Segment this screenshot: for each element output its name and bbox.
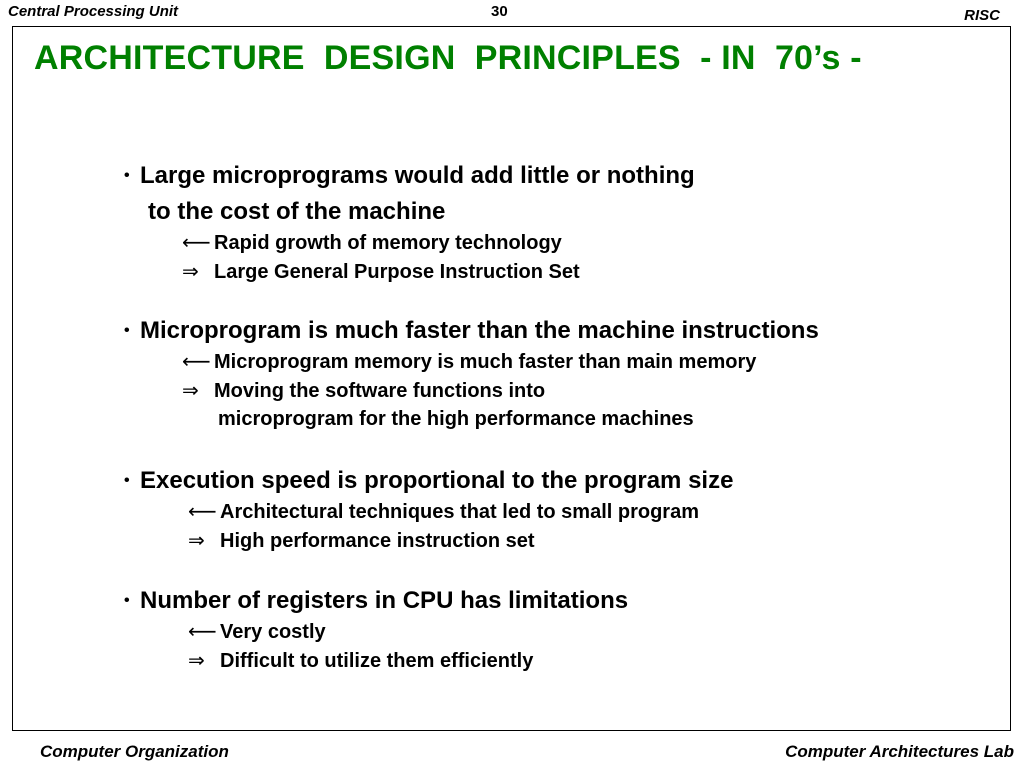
sub-text: Architectural techniques that led to small program xyxy=(220,501,699,523)
bullet-1 xyxy=(124,161,695,191)
bullet-text: Microprogram is much faster than the machine instructions xyxy=(140,317,819,344)
sub-text: Moving the software functions into xyxy=(214,380,546,402)
sub-text: Difficult to utilize them efficiently xyxy=(220,650,534,672)
bullet-3 xyxy=(124,466,733,496)
bullet-3-sub-2 xyxy=(188,527,535,554)
sub-text: microprogram for the high performance machines xyxy=(218,408,694,430)
left-arrow-icon: ⟵ xyxy=(182,349,211,373)
bullet-text: Number of registers in CPU has limitations xyxy=(140,587,629,614)
bullet-2 xyxy=(124,316,819,346)
slide-title: ARCHITECTURE DESIGN PRINCIPLES - IN 70’s - xyxy=(34,39,862,77)
implies-arrow-icon: ⇒ xyxy=(182,259,199,283)
bullet-text: Large microprograms would add little or nothing xyxy=(140,162,695,189)
bullet-marker: • xyxy=(124,592,130,609)
header-course-title: Central Processing Unit xyxy=(8,3,179,20)
bullet-4-sub-2 xyxy=(188,647,533,674)
sub-text: Rapid growth of memory technology xyxy=(214,232,562,254)
header-topic: RISC xyxy=(964,7,1000,24)
sub-text: Large General Purpose Instruction Set xyxy=(214,261,580,283)
footer-lab: Computer Architectures Lab xyxy=(785,742,1014,761)
bullet-2-sub-2-continuation xyxy=(218,406,694,432)
bullet-marker: • xyxy=(124,472,130,489)
bullet-marker: • xyxy=(124,167,130,184)
implies-arrow-icon: ⇒ xyxy=(182,378,199,402)
left-arrow-icon: ⟵ xyxy=(188,619,217,643)
implies-arrow-icon: ⇒ xyxy=(188,528,205,552)
bullet-1-sub-1 xyxy=(182,229,562,256)
page-number: 30 xyxy=(491,3,508,20)
implies-arrow-icon: ⇒ xyxy=(188,648,205,672)
sub-text: High performance instruction set xyxy=(220,530,535,552)
sub-text: Very costly xyxy=(220,621,326,643)
footer-course: Computer Organization xyxy=(40,742,229,761)
sub-text: Microprogram memory is much faster than main memory xyxy=(214,351,757,373)
bullet-1-continuation xyxy=(148,197,445,227)
bullet-3-sub-1 xyxy=(188,498,699,525)
bullet-1-sub-2 xyxy=(182,258,580,285)
bullet-4-sub-1 xyxy=(188,618,326,645)
bullet-marker: • xyxy=(124,322,130,339)
bullet-text: Execution speed is proportional to the program size xyxy=(140,467,734,494)
left-arrow-icon: ⟵ xyxy=(188,499,217,523)
bullet-text: to the cost of the machine xyxy=(148,198,446,225)
left-arrow-icon: ⟵ xyxy=(182,230,211,254)
bullet-4 xyxy=(124,586,628,616)
bullet-2-sub-2 xyxy=(182,377,545,404)
bullet-2-sub-1 xyxy=(182,348,756,375)
